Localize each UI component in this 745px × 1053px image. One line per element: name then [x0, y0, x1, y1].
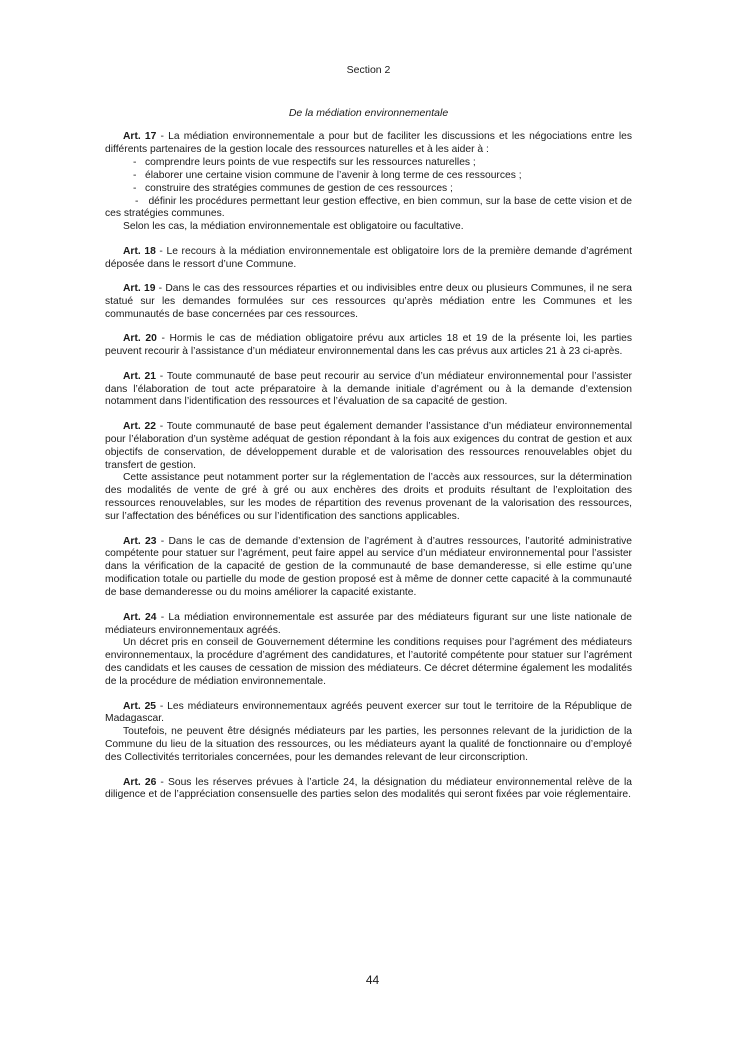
article-17	[105, 131, 632, 234]
list-item: - comprendre leurs points de vue respectifs sur les ressources naturelles ;	[133, 156, 476, 168]
document-body	[105, 131, 632, 814]
article-22-paragraph-2: Cette assistance peut notamment porter sur la réglementation de l’accès aux ressources, sur la détermination des modalités de vente de gré à gré ou aux enchères des droits et produits résultant de l’exploitation des ressources renouvelables, sur les modes de répartition des revenus provenant de la valorisation des ressources, sur l’affectation des bénéfices ou sur l’identification des sanctions applicables.	[105, 472, 632, 523]
article-21-text: - Toute communauté de base peut recourir au service d’un médiateur environnemental pour l’assister dans l’élaboration de tout acte préparatoire à la demande initiale d’agrément ou à la demande d’extension notamment dans l’identification des ressources et l’évaluation de sa capacité de gestion.	[105, 370, 632, 408]
article-22-text: - Toute communauté de base peut également demander l’assistance d’un médiateur environnemental pour l’élaboration d’un système adéquat de gestion répondant à la fois aux exigences du contrat de gestion et aux objectifs de conservation, de développement durable et de valorisation des ressources renouvelables objet du transfert de gestion.	[105, 420, 632, 471]
article-25-label: Art. 25	[123, 700, 157, 712]
article-17-label: Art. 17	[123, 131, 157, 142]
article-20-label: Art. 20	[123, 333, 157, 345]
article-17-intro	[105, 131, 632, 157]
page-number: 44	[365, 973, 380, 987]
article-25-paragraph-2: Toutefois, ne peuvent être désignés médiateurs par les parties, les personnes relevant de la juridiction de la Commune du lieu de la situation des ressources, ou les médiateurs ayant la qualité de fonctionnaire ou d’employé des Collectivités territoriales concernées, pour les demandes relevant de leur circonscription.	[105, 726, 632, 764]
article-23-label: Art. 23	[123, 535, 157, 547]
article-19-text: - Dans le cas des ressources réparties et ou indivisibles entre deux ou plusieurs Communes, il ne sera statué sur les demandes formulées sur ces ressources qu’après médiation entre les Communes et les communautés de base concernées par ces ressources.	[105, 283, 632, 320]
article-24-label: Art. 24	[123, 611, 157, 623]
section-title: Section 2	[346, 64, 391, 76]
article-21-label: Art. 21	[123, 370, 156, 382]
article-24	[105, 612, 632, 689]
article-19-label: Art. 19	[123, 283, 156, 295]
list-item: - définir les procédures permettant leur gestion effective, en bien commun, sur la base de cette vision et de ces stratégies communes.	[105, 195, 632, 220]
article-20-text: - Hormis le cas de médiation obligatoire prévu aux articles 18 et 19 de la présente loi, les parties peuvent recourir à l’assistance d’un médiateur environnemental dans les cas prévus aux articles 21 à 23 ci-après.	[105, 333, 632, 358]
article-18-label: Art. 18	[123, 245, 156, 257]
article-22	[105, 421, 632, 524]
article-20	[105, 333, 632, 359]
article-18-text: - Le recours à la médiation environnementale est obligatoire lors de la première demande d’agrément déposée dans le ressort d’une Commune.	[105, 245, 632, 270]
article-24-paragraph-2: Un décret pris en conseil de Gouvernement détermine les conditions requises pour l’agrément des médiateurs environnementaux, la procédure d’agrément des candidatures, et l’autorité compétente pour statuer sur l’agrément des candidats et les causes de cessation de mission des médiateurs. Ce décret détermine également les modalités de la procédure de médiation environnementale.	[105, 637, 632, 688]
article-23-text: - Dans le cas de demande d’extension de l’agrément à d’autres ressources, l’autorité administrative compétente pour statuer sur l’agrément, peut faire appel au service d’un médiateur environnemental pour l’assister dans la vérification de la capacité de gestion de la communauté de base demanderesse, si elle estime qu’une modification totale ou partielle du mode de gestion proposé est à même de donner cette capacité à la communauté de base demanderesse ou du moins améliorer la capacité existante.	[105, 535, 632, 599]
article-19	[105, 283, 632, 322]
article-26-label: Art. 26	[123, 776, 157, 788]
article-18	[105, 246, 632, 272]
article-17-list	[105, 157, 632, 196]
article-22-label: Art. 22	[123, 420, 156, 432]
article-21	[105, 371, 632, 410]
article-23	[105, 536, 632, 601]
article-17-outro: Selon les cas, la médiation environnementale est obligatoire ou facultative.	[123, 221, 464, 233]
list-item: - élaborer une certaine vision commune de l’avenir à long terme de ces ressources ;	[133, 169, 522, 181]
section-subtitle: De la médiation environnementale	[288, 107, 449, 119]
article-26-text: - Sous les réserves prévues à l’article 24, la désignation du médiateur environnemental relève de la diligence et de l’appréciation consensuelle des parties selon des modalités qui seront fixées par voie réglementaire.	[105, 776, 632, 801]
article-26	[105, 777, 632, 803]
article-25	[105, 701, 632, 766]
article-24-text: - La médiation environnementale est assurée par des médiateurs figurant sur une liste nationale de médiateurs environnementaux agréés.	[105, 611, 632, 636]
list-item: - construire des stratégies communes de gestion de ces ressources ;	[133, 182, 453, 194]
article-25-text: - Les médiateurs environnementaux agréés peuvent exercer sur tout le territoire de la République de Madagascar.	[105, 700, 632, 725]
article-17-text: - La médiation environnementale a pour but de faciliter les discussions et les négociations entre les différents partenaires de la gestion locale des ressources naturelles et à les aider à :	[105, 131, 632, 155]
